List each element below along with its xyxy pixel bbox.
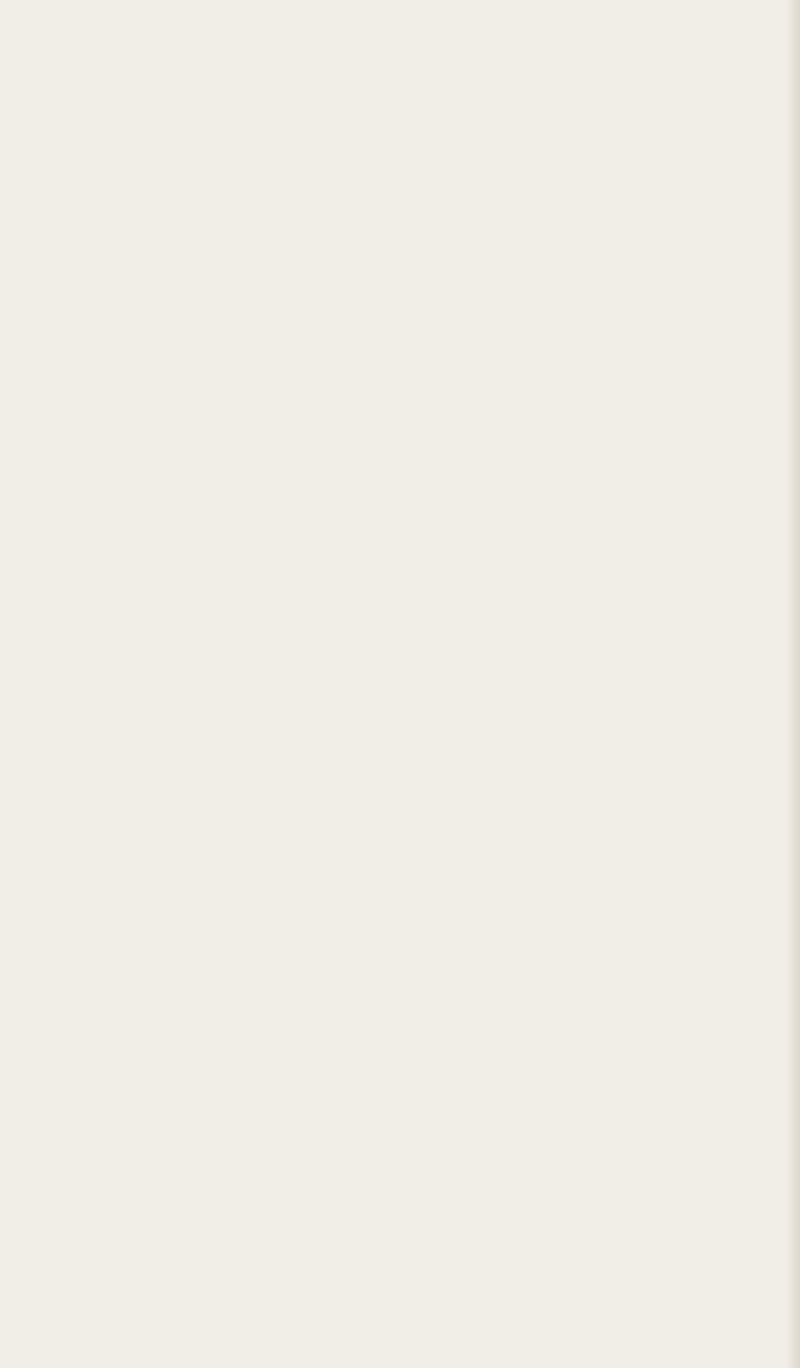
page-edge-shadow bbox=[786, 0, 800, 1368]
